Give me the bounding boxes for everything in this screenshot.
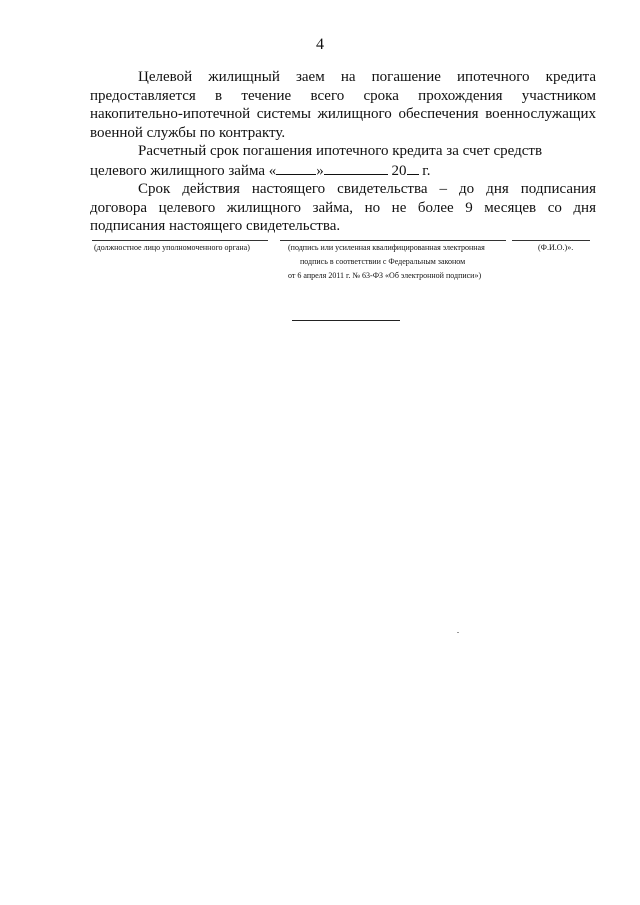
year-blank	[407, 161, 419, 175]
signature-line	[280, 240, 506, 241]
end-divider	[292, 320, 400, 321]
position-caption: (должностное лицо уполномоченного органа)	[94, 243, 250, 252]
repayment-line-1: Расчетный срок погашения ипотечного кредита за счет средств	[138, 143, 543, 159]
paragraph-loan-period: Целевой жилищный заем на погашение ипотечного кредита предоставляется в течение всего срока прохождения участником накопительно-ипотечной системы жилищного обеспечения военнослужащих военной службы по контракту.	[90, 69, 596, 141]
name-signature-line	[512, 240, 590, 241]
signature-caption-line-2: подпись в соответствии с Федеральным законом	[300, 257, 466, 266]
page-number: 4	[316, 36, 324, 53]
year-prefix: 20	[387, 162, 407, 179]
signature-caption-line-1: (подпись или усиленная квалифицированная электронная	[288, 243, 485, 252]
signature-caption-line-3: от 6 апреля 2011 г. № 63-ФЗ «Об электронной подписи»)	[288, 271, 482, 280]
quote-close: »	[316, 162, 324, 179]
document-body	[90, 68, 596, 236]
year-suffix: г.	[418, 162, 431, 179]
day-blank	[276, 161, 316, 175]
scan-speck	[457, 632, 459, 633]
position-signature-line	[92, 240, 268, 241]
paragraph-repayment-term	[90, 142, 596, 180]
name-caption: (Ф.И.О.)».	[538, 243, 574, 252]
month-blank	[324, 161, 388, 175]
repayment-line-2-prefix: целевого жилищного займа «	[90, 162, 277, 179]
repayment-date-line	[90, 163, 430, 179]
paragraph-validity: Срок действия настоящего свидетельства – до дня подписания договора целевого жилищного займа, но не более 9 месяцев со дня подписания настоящего свидетельства.	[90, 181, 596, 234]
